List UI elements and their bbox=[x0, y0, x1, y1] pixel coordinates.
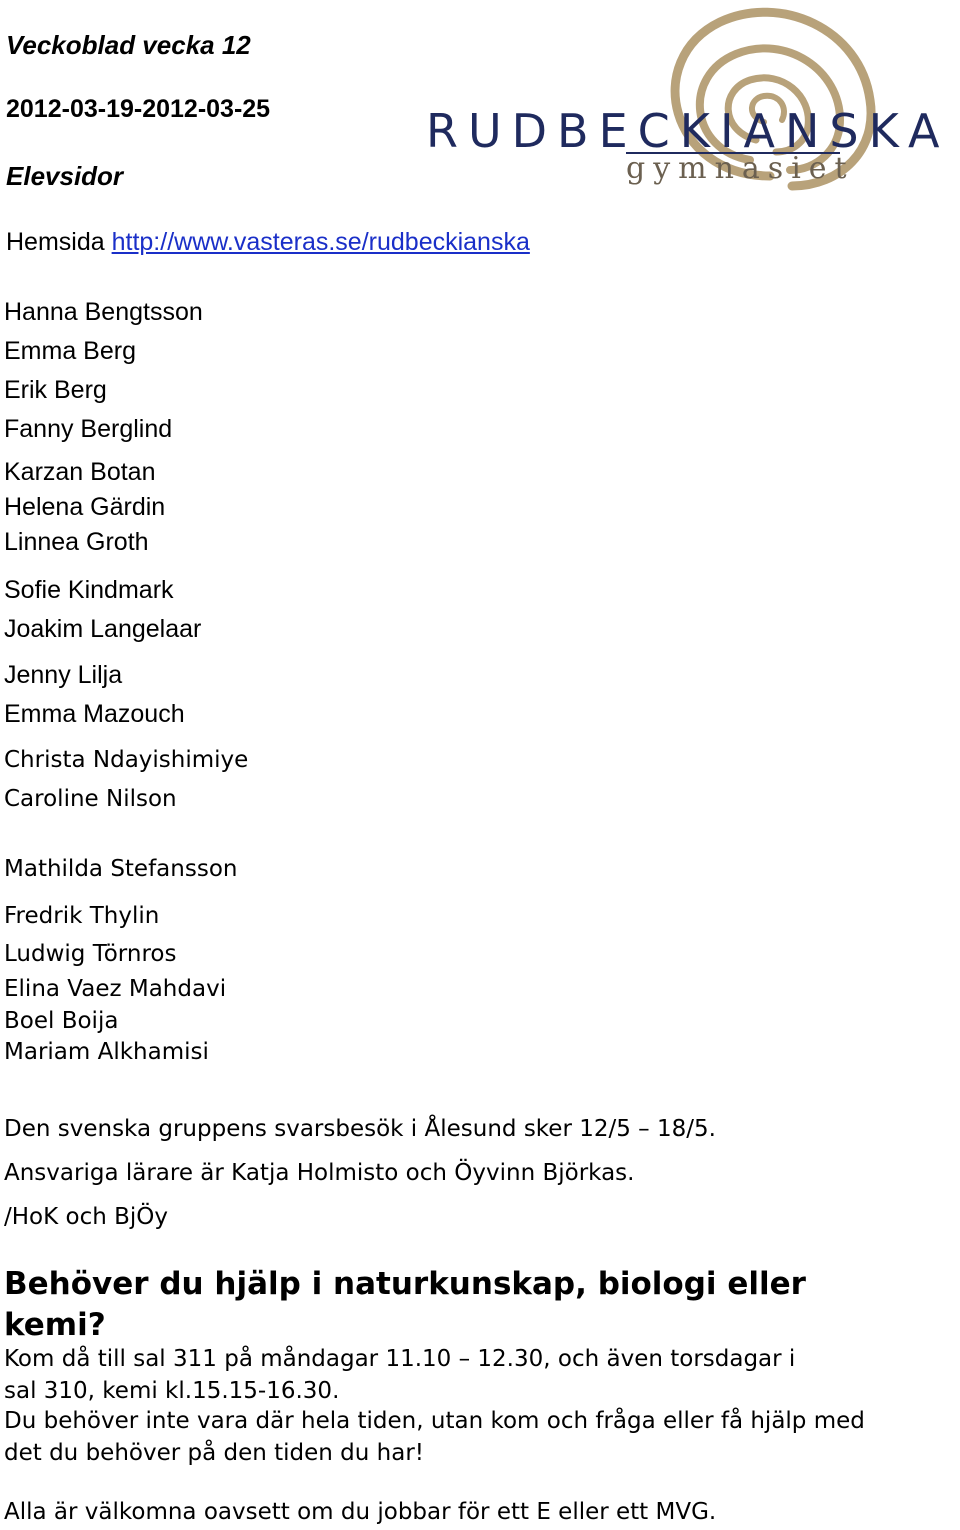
help-line-2: sal 310, kemi kl.15.15-16.30. bbox=[4, 1378, 340, 1404]
list-item: Christa Ndayishimiye bbox=[4, 747, 249, 773]
notice-signature: /HoK och BjÖy bbox=[4, 1204, 168, 1230]
date-range: 2012-03-19-2012-03-25 bbox=[6, 95, 271, 123]
list-item: Sofie Kindmark bbox=[4, 576, 174, 604]
list-item: Jenny Lilja bbox=[4, 661, 123, 689]
names-list-1 bbox=[4, 293, 203, 449]
list-item: Emma Mazouch bbox=[4, 700, 185, 728]
rudbeckianska-logo bbox=[420, 0, 956, 200]
list-item: Boel Boija bbox=[4, 1008, 119, 1034]
help-heading-line-1: Behöver du hjälp i naturkunskap, biologi eller bbox=[4, 1266, 806, 1302]
list-item: Emma Berg bbox=[4, 337, 136, 365]
help-closing: Alla är välkomna oavsett om du jobbar för ett E eller ett MVG. bbox=[4, 1499, 717, 1525]
notice-line-1: Den svenska gruppens svarsbesök i Ålesund sker 12/5 – 18/5. bbox=[4, 1116, 716, 1142]
homepage-label: Hemsida bbox=[6, 228, 105, 256]
list-item: Mathilda Stefansson bbox=[4, 856, 238, 882]
names-list-2 bbox=[4, 455, 165, 560]
list-item: Elina Vaez Mahdavi bbox=[4, 976, 227, 1002]
names-list-6 bbox=[4, 850, 237, 889]
section-heading: Elevsidor bbox=[6, 161, 124, 191]
list-item: Ludwig Törnros bbox=[4, 941, 177, 967]
list-item: Caroline Nilson bbox=[4, 786, 177, 812]
logo-wordmark: RUDBECKIANSKA bbox=[426, 104, 950, 158]
list-item: Fredrik Thylin bbox=[4, 903, 160, 929]
help-line-4: det du behöver på den tiden du har! bbox=[4, 1440, 425, 1466]
help-heading-line-2: kemi? bbox=[4, 1307, 106, 1343]
list-item: Helena Gärdin bbox=[4, 493, 166, 521]
list-item: Erik Berg bbox=[4, 376, 107, 404]
help-line-1: Kom då till sal 311 på måndagar 11.10 – 12.30, och även torsdagar i bbox=[4, 1346, 796, 1372]
names-list-5 bbox=[4, 741, 248, 819]
list-item: Joakim Langelaar bbox=[4, 615, 202, 643]
list-item: Linnea Groth bbox=[4, 528, 149, 556]
names-list-3 bbox=[4, 571, 201, 649]
homepage-line bbox=[6, 228, 530, 257]
help-line-3: Du behöver inte vara där hela tiden, utan kom och fråga eller få hjälp med bbox=[4, 1408, 865, 1434]
logo-subtitle: gymnasiet bbox=[626, 151, 855, 186]
list-item: Fanny Berglind bbox=[4, 415, 173, 443]
names-list-7 bbox=[4, 897, 226, 1067]
names-list-4 bbox=[4, 656, 185, 734]
notice-line-2: Ansvariga lärare är Katja Holmisto och Öyvinn Björkas. bbox=[4, 1160, 635, 1186]
list-item: Mariam Alkhamisi bbox=[4, 1039, 209, 1065]
list-item: Karzan Botan bbox=[4, 458, 156, 486]
homepage-link[interactable]: http://www.vasteras.se/rudbeckianska bbox=[111, 228, 530, 256]
document-title: Veckoblad vecka 12 bbox=[6, 30, 251, 60]
list-item: Hanna Bengtsson bbox=[4, 298, 203, 326]
